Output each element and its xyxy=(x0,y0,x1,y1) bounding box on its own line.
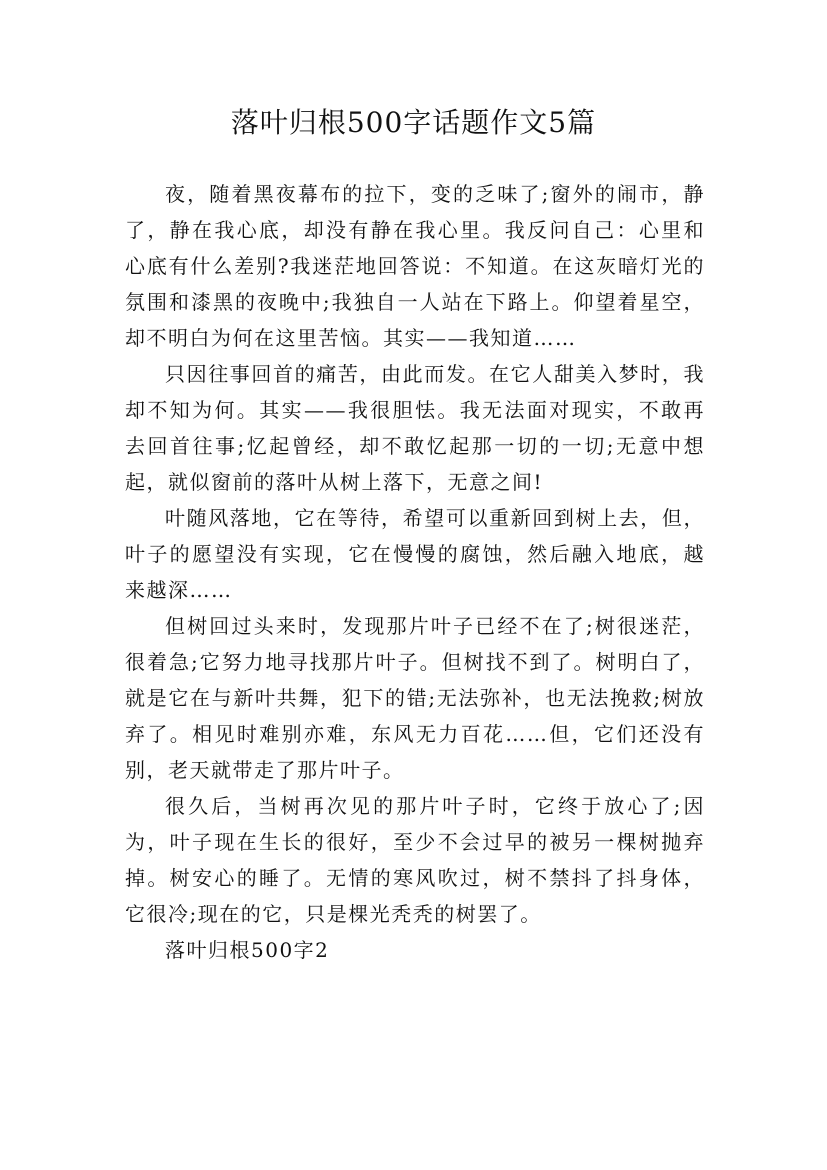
paragraph: 但树回过头来时，发现那片叶子已经不在了;树很迷茫，很着急;它努力地寻找那片叶子。但树找不到了。树明白了，就是它在与新叶共舞，犯下的错;无法弥补，也无法挽救;树放弃了。相见时难别亦难，东风无力百花……但，它们还没有别，老天就带走了那片叶子。 xyxy=(125,614,705,782)
paragraph: 只因往事回首的痛苦，由此而发。在它人甜美入梦时，我却不知为何。其实——我很胆怯。我无法面对现实，不敢再去回首往事;忆起曾经，却不敢忆起那一切的一切;无意中想起，就似窗前的落叶从树上落下，无意之间! xyxy=(125,362,705,494)
paragraph: 叶随风落地，它在等待，希望可以重新回到树上去，但，叶子的愿望没有实现，它在慢慢的腐蚀，然后融入地底，越来越深…… xyxy=(125,506,705,602)
document-title: 落叶归根500字话题作文5篇 xyxy=(230,106,597,139)
paragraph: 很久后，当树再次见的那片叶子时，它终于放心了;因为，叶子现在生长的很好，至少不会过早的被另一棵树抛弃掉。树安心的睡了。无情的寒风吹过，树不禁抖了抖身体，它很冷;现在的它，只是棵光秃秃的树罢了。 xyxy=(125,794,705,926)
section-subheading: 落叶归根500字2 xyxy=(165,938,330,962)
document-body xyxy=(125,176,705,968)
paragraph: 夜，随着黑夜幕布的拉下，变的乏味了;窗外的闹市，静了，静在我心底，却没有静在我心里。我反问自己：心里和心底有什么差别?我迷茫地回答说：不知道。在这灰暗灯光的氛围和漆黑的夜晚中;我独自一人站在下路上。仰望着星空，却不明白为何在这里苦恼。其实——我知道…… xyxy=(125,182,705,350)
